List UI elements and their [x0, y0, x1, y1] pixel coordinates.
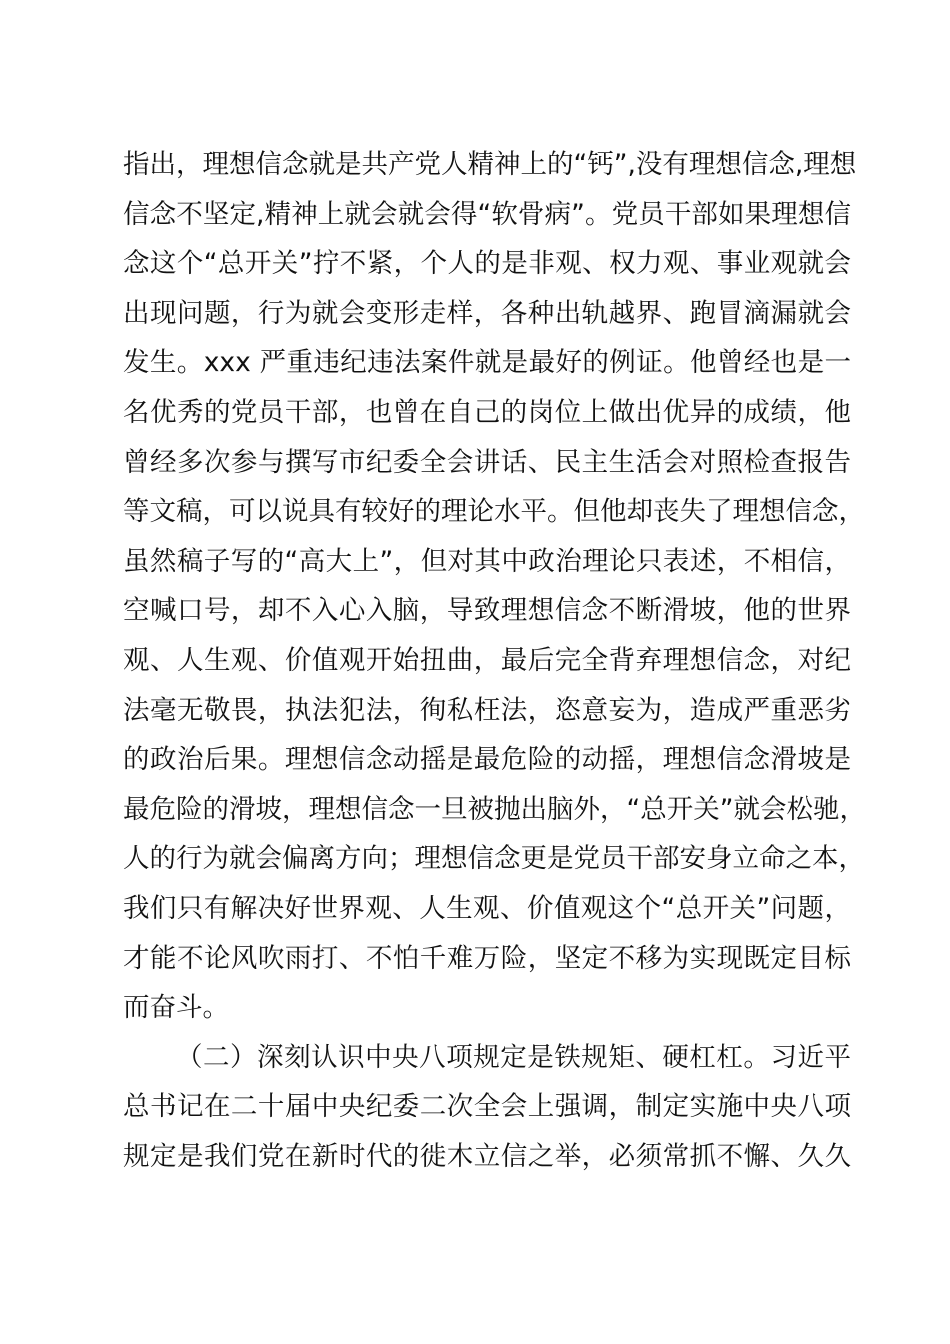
text-line: 空喊口号，却不入心入脑，导致理想信念不断滑坡，他的世界	[123, 595, 851, 627]
text-line: 我们只有解决好世界观、人生观、价值观这个“总开关”问题，	[123, 892, 851, 924]
text-line: 等文稿，可以说具有较好的理论水平。但他却丧失了理想信念，	[123, 496, 865, 528]
paragraph	[123, 140, 866, 1033]
text-line: 观、人生观、价值观开始扭曲，最后完全背弃理想信念，对纪	[123, 644, 851, 676]
text-line: 规定是我们党在新时代的徙木立信之举，必须常抓不懈、久久	[123, 1140, 851, 1172]
text-line: 名优秀的党员干部，也曾在自己的岗位上做出优异的成绩，他	[123, 396, 851, 428]
text-line: 曾经多次参与撰写市纪委全会讲话、民主生活会对照检查报告	[123, 446, 851, 478]
text-line: 出现问题，行为就会变形走样，各种出轨越界、跑冒滴漏就会	[123, 297, 851, 329]
text-line: 最危险的滑坡，理想信念一旦被抛出脑外，“总开关”就会松驰，	[123, 793, 866, 825]
text-line: 而奋斗。	[123, 992, 229, 1024]
text-line: 指出，理想信念就是共产党人精神上的“钙”,没有理想信念,理想	[123, 149, 857, 180]
section-heading-line: （二）深刻认识中央八项规定是铁规矩、硬杠杠。习近平	[176, 1041, 851, 1073]
body-text	[123, 140, 866, 1181]
text-line: 发生。xxx 严重违纪违法案件就是最好的例证。他曾经也是一	[123, 347, 851, 379]
text-line: 信念不坚定,精神上就会就会得“软骨病”。党员干部如果理想信	[123, 198, 851, 230]
text-line: 才能不论风吹雨打、不怕千难万险，坚定不移为实现既定目标	[123, 942, 851, 974]
text-line: 念这个“总开关”拧不紧，个人的是非观、权力观、事业观就会	[123, 248, 851, 280]
text-line: 法毫无敬畏，执法犯法，徇私枉法，恣意妄为，造成严重恶劣	[123, 694, 851, 726]
text-line: 的政治后果。理想信念动摇是最危险的动摇，理想信念滑坡是	[123, 744, 851, 776]
paragraph	[123, 1033, 851, 1182]
text-line: 人的行为就会偏离方向；理想信念更是党员干部安身立命之本，	[123, 843, 865, 875]
text-line: 虽然稿子写的“高大上”，但对其中政治理论只表述，不相信，	[123, 545, 851, 577]
text-line: 总书记在二十届中央纪委二次全会上强调，制定实施中央八项	[123, 1091, 851, 1123]
